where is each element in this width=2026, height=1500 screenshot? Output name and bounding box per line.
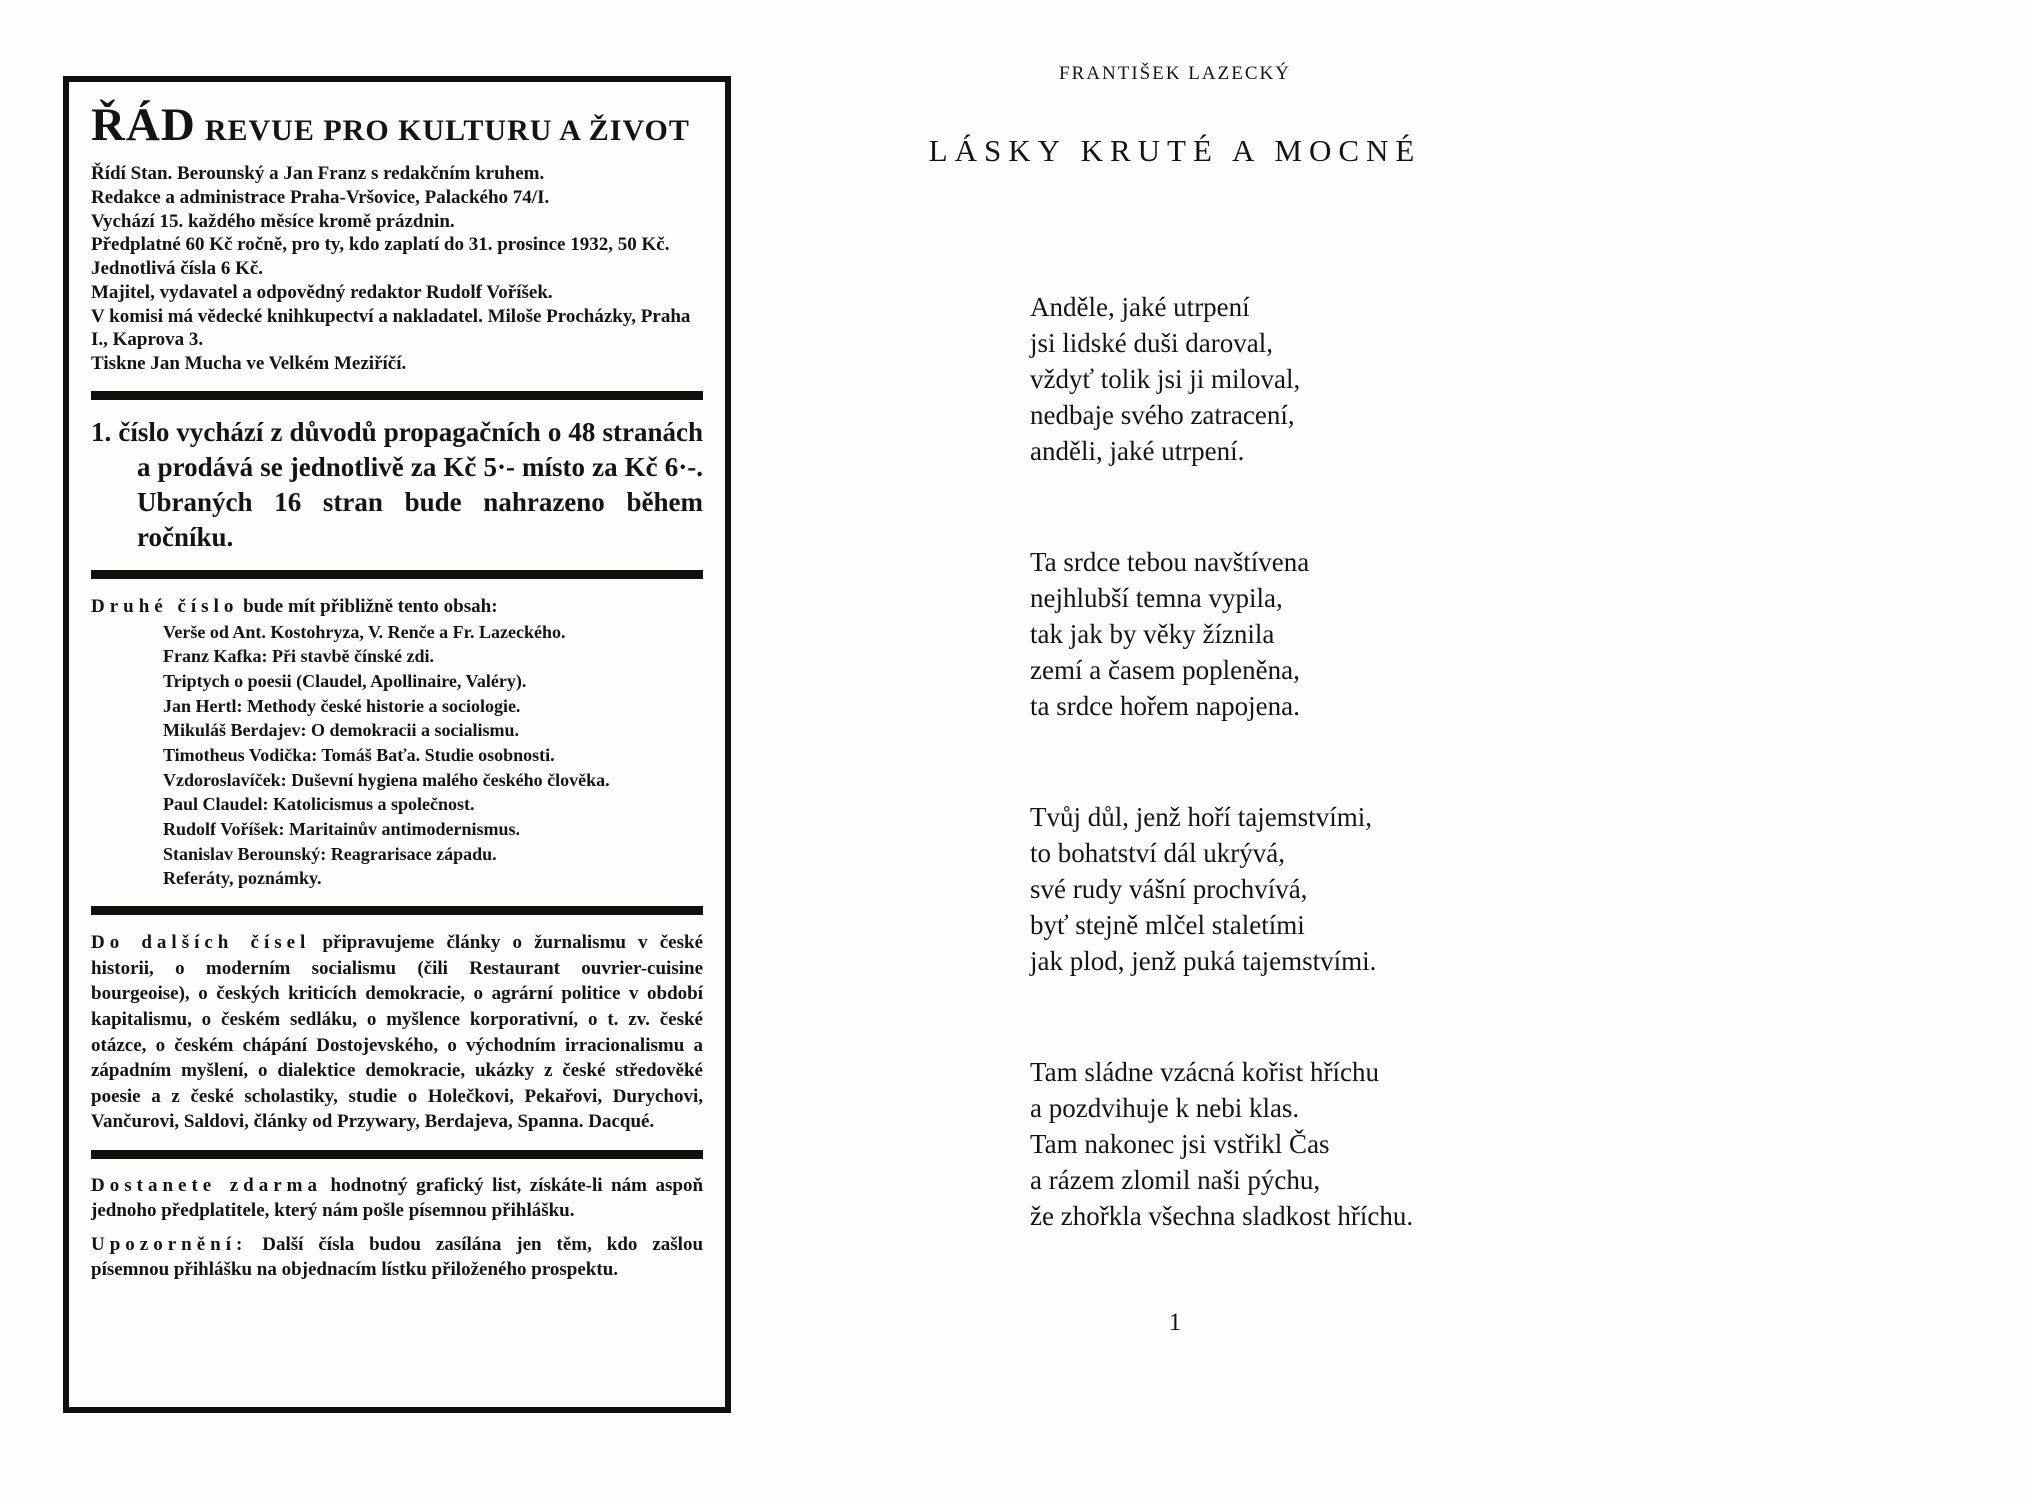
- verse-line: Tam sládne vzácná kořist hříchu: [1030, 1056, 1379, 1087]
- verse-line: ta srdce hořem napojena.: [1030, 690, 1300, 721]
- masthead-line: Vychází 15. každého měsíce kromě prázdnin.: [91, 210, 455, 232]
- verse-line: zemí a časem popleněna,: [1030, 654, 1300, 685]
- poem-stanza: [1030, 289, 1590, 469]
- contents-heading-lead: Druhé číslo: [91, 596, 239, 618]
- contents-item: Paul Claudel: Katolicismus a společnost.: [163, 794, 475, 815]
- divider-rule: [91, 906, 703, 915]
- subscription-notice-lead: Upozornění:: [91, 1234, 248, 1256]
- contents-item: Timotheus Vodička: Tomáš Baťa. Studie osobnosti.: [163, 745, 555, 766]
- poem-title: LÁSKY KRUTÉ A MOCNÉ: [928, 132, 1422, 168]
- verse-line: a pozdvihuje k nebi klas.: [1030, 1092, 1300, 1123]
- free-print-offer: [91, 1174, 703, 1223]
- masthead-line: Tiskne Jan Mucha ve Velkém Meziříčí.: [91, 353, 407, 374]
- second-issue-contents: [91, 594, 703, 891]
- right-page: [760, 0, 1590, 1337]
- subscription-notice: [91, 1233, 703, 1282]
- contents-item: Rudolf Voříšek: Maritainův antimodernismus.: [163, 819, 521, 840]
- contents-item: Vzdoroslavíček: Duševní hygiena malého českého člověka.: [163, 769, 610, 790]
- verse-line: anděli, jaké utrpení.: [1030, 435, 1245, 466]
- verse-line: nedbaje svého zatracení,: [1030, 399, 1295, 430]
- subscription-notice-text: Další čísla budou zasílána jen těm, kdo zašlou písemnou přihlášku na objednacím lístku přiloženého prospektu.: [91, 1234, 704, 1281]
- contents-item: Mikuláš Berdajev: O demokracii a socialismu.: [163, 720, 519, 741]
- verse-line: Tam nakonec jsi vstřikl Čas: [1030, 1128, 1330, 1159]
- revue-title-main: ŘÁD: [91, 99, 196, 151]
- verse-line: nejhlubší temna vypila,: [1030, 582, 1283, 613]
- contents-item: Triptych o poesii (Claudel, Apollinaire, Valéry).: [163, 671, 527, 692]
- masthead-line: Řídí Stan. Berounský a Jan Franz s redakčním kruhem.: [91, 163, 545, 184]
- divider-rule: [91, 391, 703, 400]
- free-print-offer-lead: Dostanete zdarma: [91, 1175, 322, 1197]
- contents-heading-rest: bude mít přibližně tento obsah:: [243, 596, 498, 618]
- first-issue-announcement: 1. číslo vychází z důvodů propagačních o 48 stranách a prodává se jednotlivě za Kč 5·- místo za Kč 6·-. Ubraných 16 stran bude nahrazeno během ročníku.: [91, 416, 703, 553]
- poem: [1030, 289, 1590, 1234]
- contents-heading: [91, 594, 703, 620]
- masthead-line: V komisi má vědecké knihkupectví a nakladatel. Miloše Procházky, Praha I., Kaprova 3.: [91, 305, 691, 351]
- revue-title-subtitle: REVUE PRO KULTURU A ŽIVOT: [204, 114, 690, 147]
- verse-line: tak jak by věky žíznila: [1030, 618, 1275, 649]
- contents-item: Franz Kafka: Při stavbě čínské zdi.: [163, 646, 434, 667]
- divider-rule: [91, 570, 703, 579]
- verse-line: jsi lidské duši daroval,: [1030, 327, 1273, 358]
- verse-line: Anděle, jaké utrpení: [1030, 291, 1250, 322]
- verse-line: Ta srdce tebou navštívena: [1030, 546, 1310, 577]
- verse-line: a rázem zlomil naši pýchu,: [1030, 1164, 1321, 1195]
- contents-item: Jan Hertl: Methody české historie a sociologie.: [163, 695, 521, 716]
- upcoming-lead: Do dalších čísel: [91, 931, 311, 953]
- poem-stanza: [1030, 1054, 1590, 1234]
- subscription-offers: [91, 1174, 703, 1283]
- left-page-advertisement-box: [63, 76, 731, 1413]
- verse-line: to bohatství dál ukrývá,: [1030, 837, 1285, 868]
- verse-line: že zhořkla všechna sladkost hříchu.: [1030, 1200, 1414, 1231]
- masthead: [91, 98, 703, 376]
- contents-item: Referáty, poznámky.: [163, 868, 322, 889]
- poem-stanza: [1030, 544, 1590, 724]
- masthead-line: Majitel, vydavatel a odpovědný redaktor Rudolf Voříšek.: [91, 281, 553, 303]
- author-name: FRANTIŠEK LAZECKÝ: [1059, 63, 1291, 84]
- masthead-line: Redakce a administrace Praha-Vršovice, Palackého 74/I.: [91, 186, 550, 208]
- upcoming-articles-paragraph: [91, 930, 703, 1135]
- verse-line: jak plod, jenž puká tajemstvími.: [1030, 945, 1377, 976]
- contents-item: Stanislav Berounský: Reagrarisace západu.: [163, 843, 497, 864]
- masthead-line: Předplatné 60 Kč ročně, pro ty, kdo zaplatí do 31. prosince 1932, 50 Kč. Jednotlivá čísla 6 Kč.: [91, 234, 670, 279]
- contents-item: Verše od Ant. Kostohryza, V. Renče a Fr. Lazeckého.: [163, 621, 566, 642]
- upcoming-text: připravujeme články o žurnalismu v české historii, o moderním socialismu (čili Restaurant ouvrier-cuisine bourgeoise), o českých kriticích demokracie, o agrární politice v období kapitalismu, o českém sedláku, o myšlence korporativní, o t. zv. české otázce, o českém chápání Dostojevského, o východním irracionalismu a západním myšlení, o dialektice demokracie, ukázky z české středověké poesie a z české scholastiky, studie o Holečkovi, Pekařovi, Durychovi, Vančurovi, Saldovi, články od Przywary, Berdajeva, Spanna. Dacqué.: [91, 931, 703, 1133]
- divider-rule: [91, 1150, 703, 1159]
- page-number: 1: [1168, 1308, 1182, 1336]
- verse-line: vždyť tolik jsi ji miloval,: [1030, 363, 1301, 394]
- revue-title: [91, 98, 703, 152]
- verse-line: byť stejně mlčel staletími: [1030, 909, 1305, 940]
- verse-line: své rudy vášní prochvívá,: [1030, 873, 1308, 904]
- poem-stanza: [1030, 799, 1590, 979]
- free-print-offer-text: hodnotný grafický list, získáte-li nám aspoň jednoho předplatitele, který nám pošle písemnou přihlášku.: [91, 1175, 704, 1221]
- verse-line: Tvůj důl, jenž hoří tajemstvími,: [1030, 801, 1372, 832]
